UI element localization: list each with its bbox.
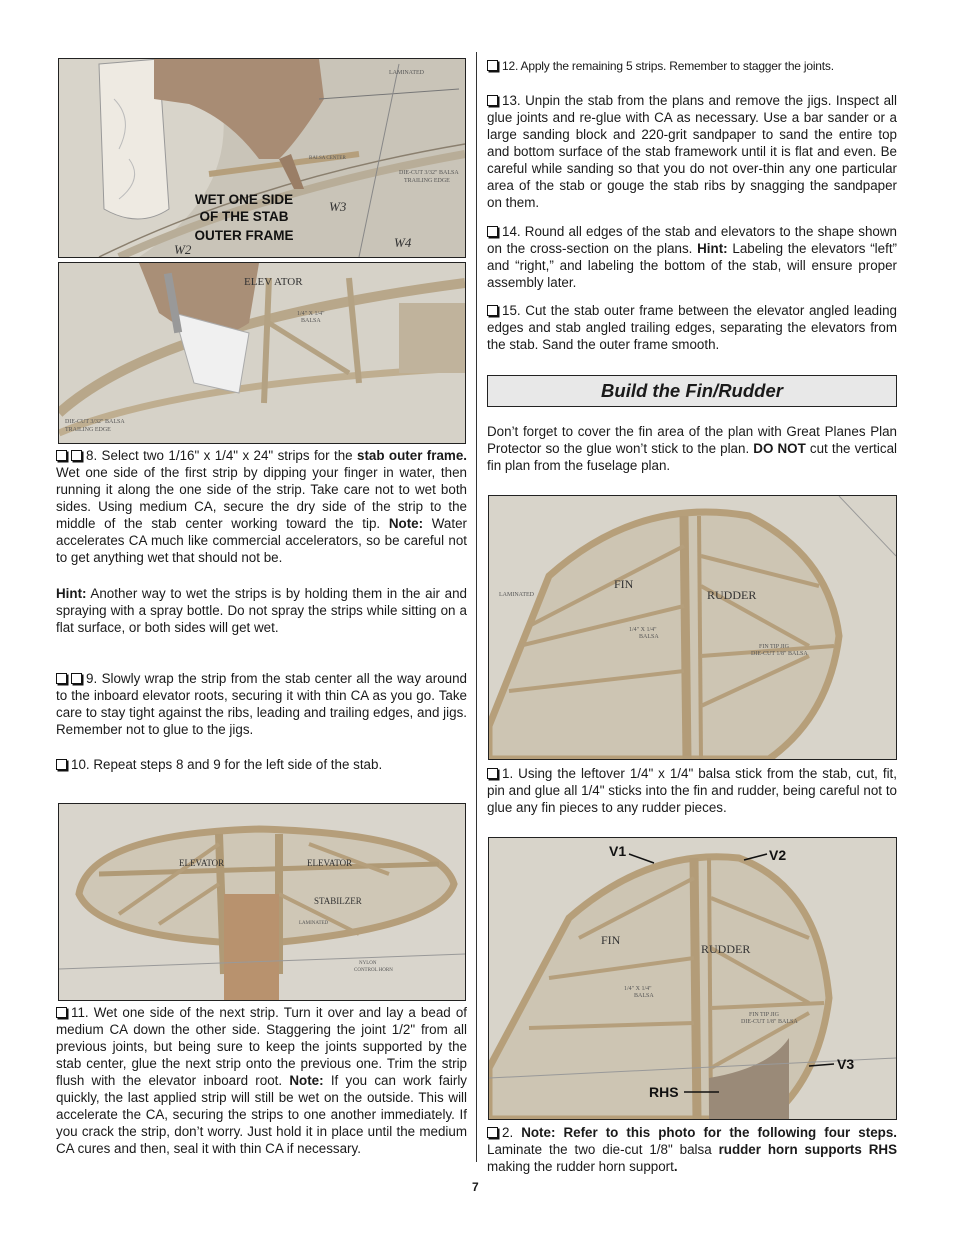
step-12-paragraph: 12. Apply the remaining 5 strips. Remember to stagger the joints. — [487, 58, 897, 75]
page-number: 7 — [472, 1180, 479, 1194]
plan-label-fin: FIN — [601, 933, 621, 947]
plan-label-elevator: ELEVATOR — [307, 858, 353, 868]
plan-text: DIE-CUT 3/32" BALSA — [65, 419, 125, 425]
photo-gluing-strip — [58, 262, 466, 444]
checkbox-icon[interactable] — [487, 305, 498, 316]
plan-text: NYLON — [359, 961, 377, 966]
plan-text: BALSA — [301, 318, 321, 324]
fin-step-1-paragraph: 1. Using the leftover 1/4" x 1/4" balsa stick from the stab, cut, fit, pin and glue all 1/4" sticks into the fin and rudder, being careful not to glue any fin pieces to any rudder pieces. — [487, 766, 897, 815]
plan-text: DIE-CUT 3/32" BALSA — [399, 170, 459, 176]
plan-text: 1/4" X 1/4" — [297, 311, 325, 317]
hint-paragraph: Hint: Another way to wet the strips is by holding them in the air and spraying with a spray bottle. Do not spray the strips while sitting on a flat surface, or both sides will get wet. — [56, 586, 467, 635]
photo-fin-rudder-framing — [488, 495, 897, 760]
checkbox-icon[interactable] — [56, 450, 67, 461]
label-v1: V1 — [609, 843, 627, 859]
checkbox-icon[interactable] — [487, 768, 498, 779]
photo-caption-line: OUTER FRAME — [194, 228, 294, 243]
label-v2: V2 — [769, 847, 787, 863]
plan-label-fin: FIN — [614, 577, 634, 591]
column-divider — [476, 52, 477, 1162]
checkbox-icon[interactable] — [487, 60, 498, 71]
plan-text: TRAILING EDGE — [65, 427, 111, 433]
checkbox-icon[interactable] — [487, 1127, 498, 1138]
plan-text: DIE-CUT 1/8" BALSA — [741, 1019, 798, 1025]
step-13-paragraph: 13. Unpin the stab from the plans and remove the jigs. Inspect all glue joints and re-glue with CA as necessary. Use a bar sander or a large sanding block and 220-grit sandpaper to sand the entire top and bottom surface of the stab framework until it is flat and even. Be careful while sanding so that you do not over-thin any one particular area of the stab or gouge the stab ribs by snagging the sandpaper on them. — [487, 93, 897, 210]
checkbox-icon[interactable] — [56, 1007, 67, 1018]
svg-text:LAMINATED: LAMINATED — [389, 70, 424, 76]
plan-label-rudder: RUDDER — [707, 588, 757, 602]
checkbox-icon[interactable] — [487, 95, 498, 106]
plan-label-w3: W3 — [329, 199, 347, 214]
svg-text:BALSA CENTER: BALSA CENTER — [309, 156, 346, 161]
plan-label-elevator: ELEVATOR — [179, 858, 225, 868]
checkbox-icon[interactable] — [71, 450, 82, 461]
plan-text: FIN TIP JIG — [749, 1012, 780, 1018]
plan-label-stabilizer: STABILZER — [314, 896, 362, 906]
photo-wet-stab-frame — [58, 58, 466, 258]
photo-caption-line: WET ONE SIDE — [194, 192, 294, 207]
step-14-paragraph: 14. Round all edges of the stab and elevators to the shape shown on the cross-section on the plans. Hint: Labeling the elevators “left” and “right,” and labeling the bottom of the stab, will ensure proper assembly later. — [487, 224, 898, 290]
plan-text: BALSA — [634, 993, 654, 999]
plan-label-w4: W4 — [394, 235, 412, 250]
step-8-paragraph: 8. Select two 1/16" x 1/4" x 24" strips for the stab outer frame. Wet one side of the first strip by dipping your finger in water, then running it along the one side of the strip. Take care not to wet both sides. Using medium CA, secure the dry side of the strip to the middle of the stab center working toward the tip. Note: Water accelerates CA much like commercial accelerators, so be careful not to get anything wet that should not be. — [56, 448, 467, 565]
photo-stab-framework — [58, 803, 466, 1001]
checkbox-icon[interactable] — [71, 673, 82, 684]
checkbox-icon[interactable] — [56, 673, 67, 684]
step-11-paragraph: 11. Wet one side of the next strip. Turn it over and lay a bead of medium CA down the other side. Staggering the joint 1/2" from all previous joints, but being sure to keep the joints supported by the stab center, glue the next strip onto the previous one. Trim the strip flush with the elevator inboard root. Note: If you can work fairly quickly, the last applied strip will still be wet on the outside. This will accelerate the CA, securing the strips to one another immediately. If you crack the strip, don’t worry. Just hold it in place until the medium CA cures and then, seal it with thin CA if necessary. — [56, 1005, 467, 1156]
plan-label-rudder: RUDDER — [701, 942, 751, 956]
photo-caption-line: OF THE STAB — [199, 209, 289, 224]
section-heading: Build the Fin/Rudder — [487, 375, 897, 407]
step-15-paragraph: 15. Cut the stab outer frame between the elevator angled leading edges and stab angled trailing edges, separating the elevators from the stab. Sand the outer frame smooth. — [487, 303, 897, 352]
fin-step-2-paragraph: 2. Note: Refer to this photo for the following four steps. Laminate the two die-cut 1/8" balsa rudder horn supports RHS making the rudder horn support. — [487, 1125, 897, 1174]
checkbox-icon[interactable] — [56, 759, 67, 770]
plan-text: CONTROL HORN — [354, 968, 393, 973]
step-9-paragraph: 9. Slowly wrap the strip from the stab center all the way around to the inboard elevator roots, securing it with thin CA as you go. Take care to stay tight against the ribs, leading and trailing edges, and jigs. Remember not to glue to the jigs. — [56, 671, 467, 737]
plan-text: FIN TIP JIG — [759, 644, 790, 650]
plan-text: TRAILING EDGE — [404, 178, 450, 184]
photo-fin-rudder-labeled — [488, 837, 897, 1120]
plan-text: LAMINATED — [299, 921, 329, 926]
plan-text: LAMINATED — [499, 592, 534, 598]
step-10-paragraph: 10. Repeat steps 8 and 9 for the left side of the stab. — [56, 756, 467, 773]
plan-label-elevator: ELEV ATOR — [244, 276, 303, 288]
plan-text: BALSA — [639, 634, 659, 640]
plan-text: DIE-CUT 1/8" BALSA — [751, 651, 808, 657]
label-v3: V3 — [837, 1056, 855, 1072]
label-rhs: RHS — [649, 1084, 679, 1100]
plan-text: 1/4" X 1/4" — [629, 627, 657, 633]
plan-label-w2: W2 — [174, 242, 192, 257]
plan-text: 1/4" X 1/4" — [624, 986, 652, 992]
fin-intro-paragraph: Don’t forget to cover the fin area of the plan with Great Planes Plan Protector so the glue won’t stick to the plan. DO NOT cut the vertical fin plan from the fuselage plan. — [487, 424, 897, 473]
checkbox-icon[interactable] — [487, 226, 498, 237]
